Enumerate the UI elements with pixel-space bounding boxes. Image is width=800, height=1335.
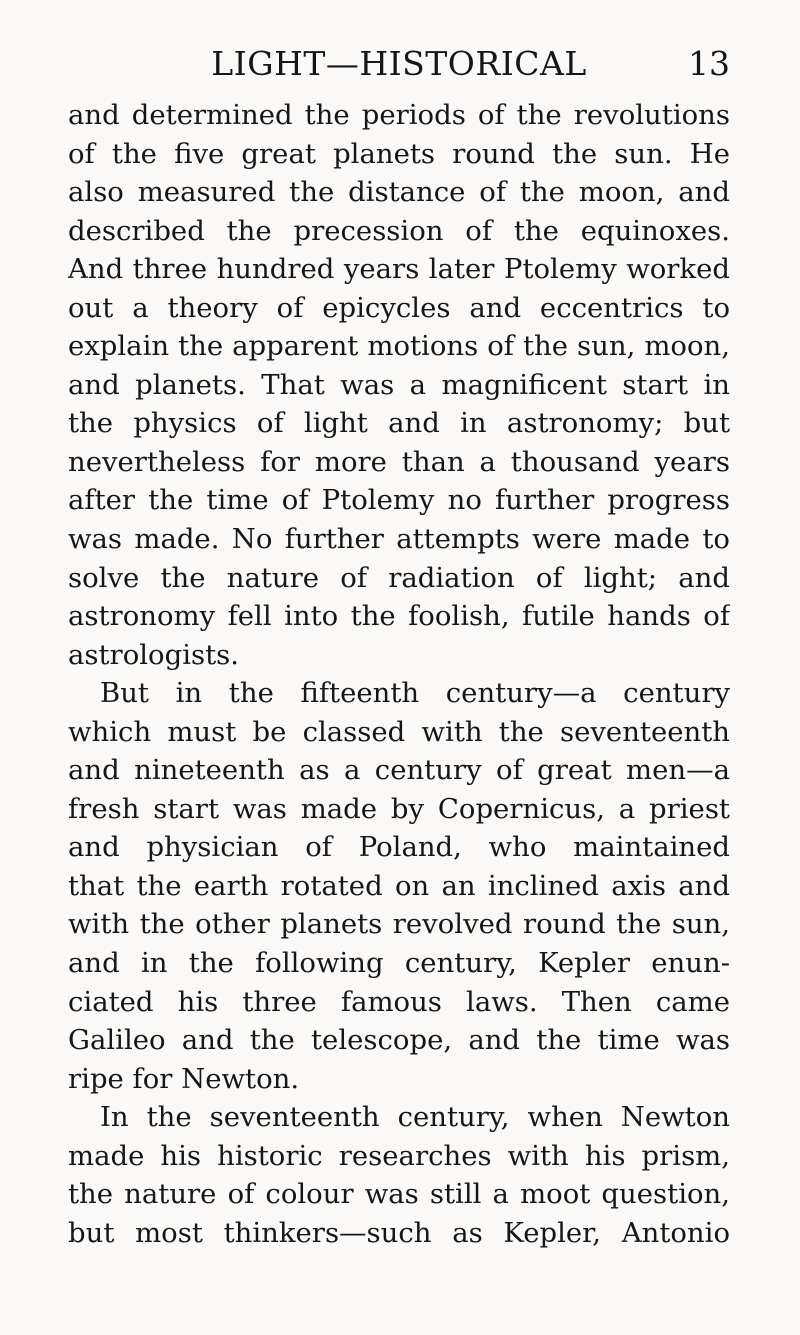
text-line: but most thinkers—such as Kepler, Antonio bbox=[68, 1216, 730, 1249]
text-line: solve the nature of radiation of light; and bbox=[68, 561, 730, 594]
text-line: and in the following century, Kepler enun- bbox=[68, 947, 730, 980]
text-line: the physics of light and in astronomy; but bbox=[68, 407, 730, 440]
text-line: Galileo and the telescope, and the time was bbox=[68, 1024, 730, 1057]
text-line: also measured the distance of the moon, and bbox=[68, 176, 730, 209]
text-line: of the five great planets round the sun. He bbox=[68, 137, 730, 170]
text-line: described the precession of the equinoxes. bbox=[68, 214, 730, 247]
body-text bbox=[68, 96, 730, 1252]
text-line: and planets. That was a magnificent start in bbox=[68, 368, 730, 401]
text-line: and physician of Poland, who maintained bbox=[68, 831, 730, 864]
page-number: 13 bbox=[688, 44, 730, 83]
text-line: which must be classed with the seventeenth bbox=[68, 715, 730, 748]
text-line: after the time of Ptolemy no further progress bbox=[68, 484, 730, 517]
running-title: LIGHT—HISTORICAL bbox=[211, 44, 587, 83]
text-line: explain the apparent motions of the sun, moon, bbox=[68, 330, 730, 363]
page-header bbox=[68, 40, 730, 88]
text-line: ripe for Newton. bbox=[68, 1062, 300, 1095]
text-line: out a theory of epicycles and eccentrics to bbox=[68, 291, 730, 324]
text-line: that the earth rotated on an inclined axis and bbox=[68, 869, 730, 902]
text-line: astronomy fell into the foolish, futile hands of bbox=[68, 600, 730, 633]
text-line: the nature of colour was still a moot question, bbox=[68, 1178, 730, 1211]
text-line: But in the fifteenth century—a century bbox=[100, 677, 730, 710]
text-line: and determined the periods of the revolutions bbox=[68, 99, 730, 131]
text-line: fresh start was made by Copernicus, a priest bbox=[68, 792, 730, 825]
text-line: In the seventeenth century, when Newton bbox=[100, 1101, 730, 1134]
text-line: with the other planets revolved round the sun, bbox=[68, 908, 730, 941]
text-line: And three hundred years later Ptolemy worked bbox=[68, 253, 730, 286]
text-line: nevertheless for more than a thousand years bbox=[68, 445, 730, 478]
text-line: and nineteenth as a century of great men—a bbox=[68, 754, 730, 787]
text-line: astrologists. bbox=[68, 638, 240, 671]
text-line: made his historic researches with his prism, bbox=[68, 1139, 730, 1172]
text-line: ciated his three famous laws. Then came bbox=[68, 985, 730, 1018]
text-line: was made. No further attempts were made to bbox=[68, 523, 730, 556]
